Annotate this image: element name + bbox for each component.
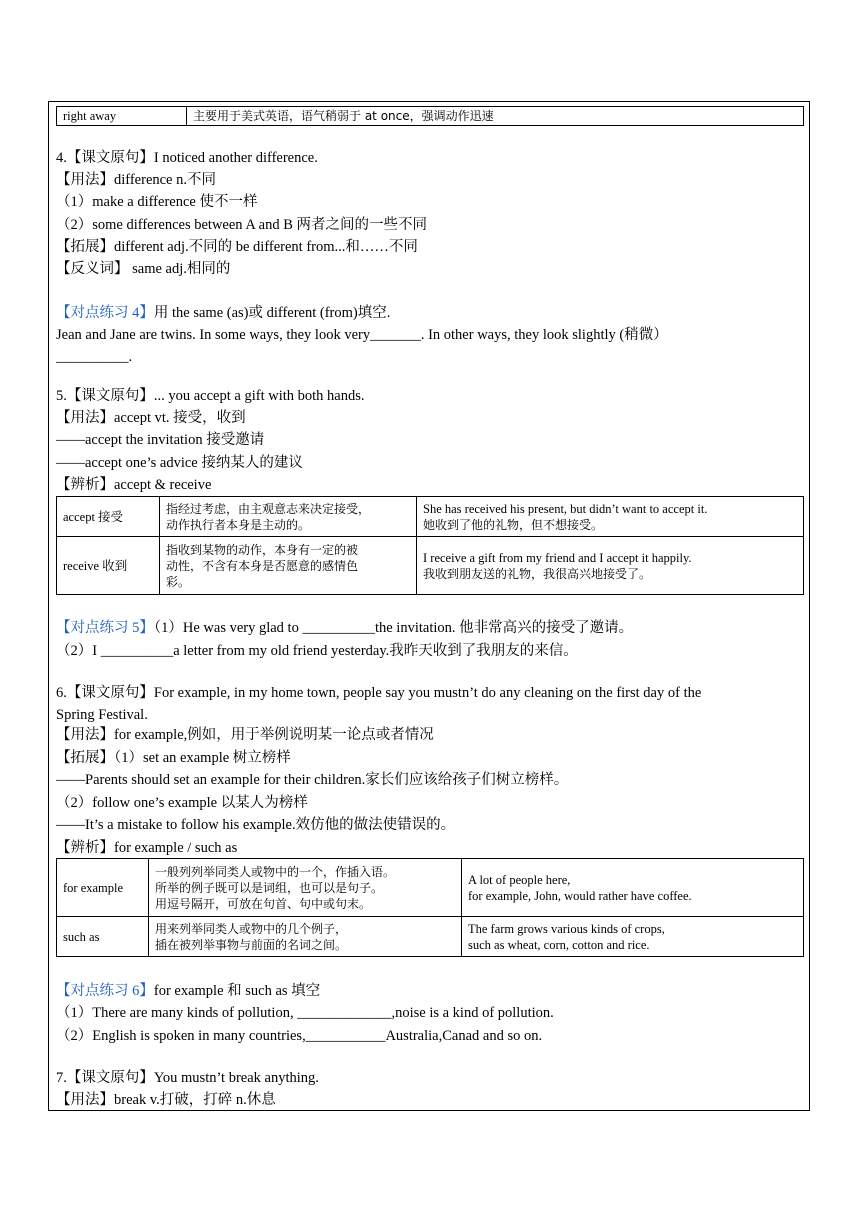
term-cell: accept 接受: [57, 497, 160, 537]
s4-exercise-label: 【对点练习 4】: [56, 305, 154, 321]
s4-usage: 【用法】difference n.不同: [56, 172, 216, 188]
example-cell: [462, 859, 804, 917]
s4-extension: 【拓展】different adj.不同的 be different from...和……不同: [56, 239, 418, 255]
s5-exercise-heading: [56, 618, 633, 638]
desc-line: 一般列列举同类人或物中的一个，作插入语。: [155, 864, 396, 879]
example-line: for example, John, would rather have coffee.: [468, 888, 692, 903]
s5-exercise-1: （1）He was very glad to __________the invitation. 他非常高兴的接受了邀请。: [153, 620, 634, 636]
s4-antonym: 【反义词】 same adj.相同的: [56, 261, 231, 277]
s5-discrimination: 【辨析】accept & receive: [56, 477, 212, 493]
s5-exercise-2: （2）I __________a letter from my old friend yesterday.我昨天收到了我朋友的来信。: [56, 643, 578, 659]
s4-exercise-text: 用 the same (as)或 different (from)填空.: [153, 305, 391, 321]
table-row: [57, 859, 804, 917]
s6-extension: 【拓展】（1）set an example 树立榜样: [56, 750, 291, 766]
example-line: She has received his present, but didn’t want to accept it.: [423, 501, 708, 516]
example-line: I receive a gift from my friend and I accept it happily.: [423, 550, 692, 565]
s4-exercise-heading: [56, 303, 390, 323]
s4-title: 4.【课文原句】I noticed another difference.: [56, 150, 318, 166]
desc-line: 插在被列举事物与前面的名词之间。: [155, 937, 348, 952]
s5-title: 5.【课文原句】... you accept a gift with both hands.: [56, 388, 365, 404]
example-line: A lot of people here,: [468, 872, 571, 887]
desc-cell: [149, 917, 462, 957]
s4-usage-2: （2）some differences between A and B 两者之间的一些不同: [56, 217, 428, 233]
example-line: 她收到了他的礼物，但不想接受。: [423, 517, 604, 532]
s7-title: 7.【课文原句】You mustn’t break anything.: [56, 1070, 319, 1086]
table-row: [57, 917, 804, 957]
desc-cell: 主要用于美式英语，语气稍弱于 at once，强调动作迅速: [187, 107, 804, 126]
example-line: 我收到朋友送的礼物，我很高兴地接受了。: [423, 566, 652, 581]
s6-exercise-1: （1）There are many kinds of pollution, _____________,noise is a kind of pollution.: [56, 1005, 554, 1021]
s6-exercise-2: （2）English is spoken in many countries,___________Australia,Canad and so on.: [56, 1028, 543, 1044]
term-cell: for example: [57, 859, 149, 917]
desc-line: 用逗号隔开，可放在句首、句中或句末。: [155, 896, 372, 911]
s6-example-1: ——Parents should set an example for their children.家长们应该给孩子们树立榜样。: [56, 772, 569, 788]
s4-usage-1: （1）make a difference 使不一样: [56, 194, 258, 210]
term-cell: right away: [57, 107, 187, 126]
table-row: [57, 497, 804, 537]
accept-receive-table: [56, 496, 804, 595]
term-cell: such as: [57, 917, 149, 957]
s6-example-2: （2）follow one’s example 以某人为榜样: [56, 795, 308, 811]
desc-cell: [160, 497, 417, 537]
example-cell: [417, 497, 804, 537]
s6-exercise-label: 【对点练习 6】: [56, 983, 154, 999]
desc-line: 所举的例子既可以是词组，也可以是句子。: [155, 880, 384, 895]
s6-example-3: ——It’s a mistake to follow his example.效仿他的做法使错误的。: [56, 817, 456, 833]
s6-title-line-2: Spring Festival.: [56, 707, 148, 723]
desc-line: 动性，不含有本身是否愿意的感情色: [166, 558, 359, 573]
s5-usage-1: ——accept the invitation 接受邀请: [56, 432, 265, 448]
desc-cell: [149, 859, 462, 917]
s5-usage: 【用法】accept vt. 接受，收到: [56, 410, 246, 426]
s6-title-line-1: 6.【课文原句】For example, in my home town, people say you mustn’t do any cleaning on the first day of the: [56, 685, 702, 701]
s4-exercise-line-1: Jean and Jane are twins. In some ways, they look very_______. In other ways, they look slightly (稍微）: [56, 327, 668, 343]
example-cell: [462, 917, 804, 957]
desc-line: 指收到某物的动作，本身有一定的被: [166, 542, 359, 557]
s6-usage: 【用法】for example,例如，用于举例说明某一论点或者情况: [56, 727, 434, 743]
desc-line: 用来列举同类人或物中的几个例子，: [155, 921, 348, 936]
s5-exercise-label: 【对点练习 5】: [56, 620, 154, 636]
s4-exercise-line-2: __________.: [56, 349, 133, 365]
table-row: [57, 537, 804, 595]
example-cell: [417, 537, 804, 595]
example-line: The farm grows various kinds of crops,: [468, 921, 665, 936]
s5-usage-2: ——accept one’s advice 接纳某人的建议: [56, 455, 303, 471]
desc-line: 指经过考虑，由主观意志来决定接受，: [166, 501, 371, 516]
s7-usage: 【用法】break v.打破，打碎 n.休息: [56, 1092, 276, 1108]
desc-line: 彩。: [166, 574, 191, 589]
example-line: such as wheat, corn, cotton and rice.: [468, 937, 650, 952]
desc-cell: [160, 537, 417, 595]
for-example-such-as-table: [56, 858, 804, 957]
term-cell: receive 收到: [57, 537, 160, 595]
right-away-table: [56, 106, 804, 126]
desc-line: 动作执行者本身是主动的。: [166, 517, 311, 532]
s6-exercise-text: for example 和 such as 填空: [153, 983, 321, 999]
s6-discrimination: 【辨析】for example / such as: [56, 840, 238, 856]
s6-exercise-heading: [56, 981, 320, 1001]
